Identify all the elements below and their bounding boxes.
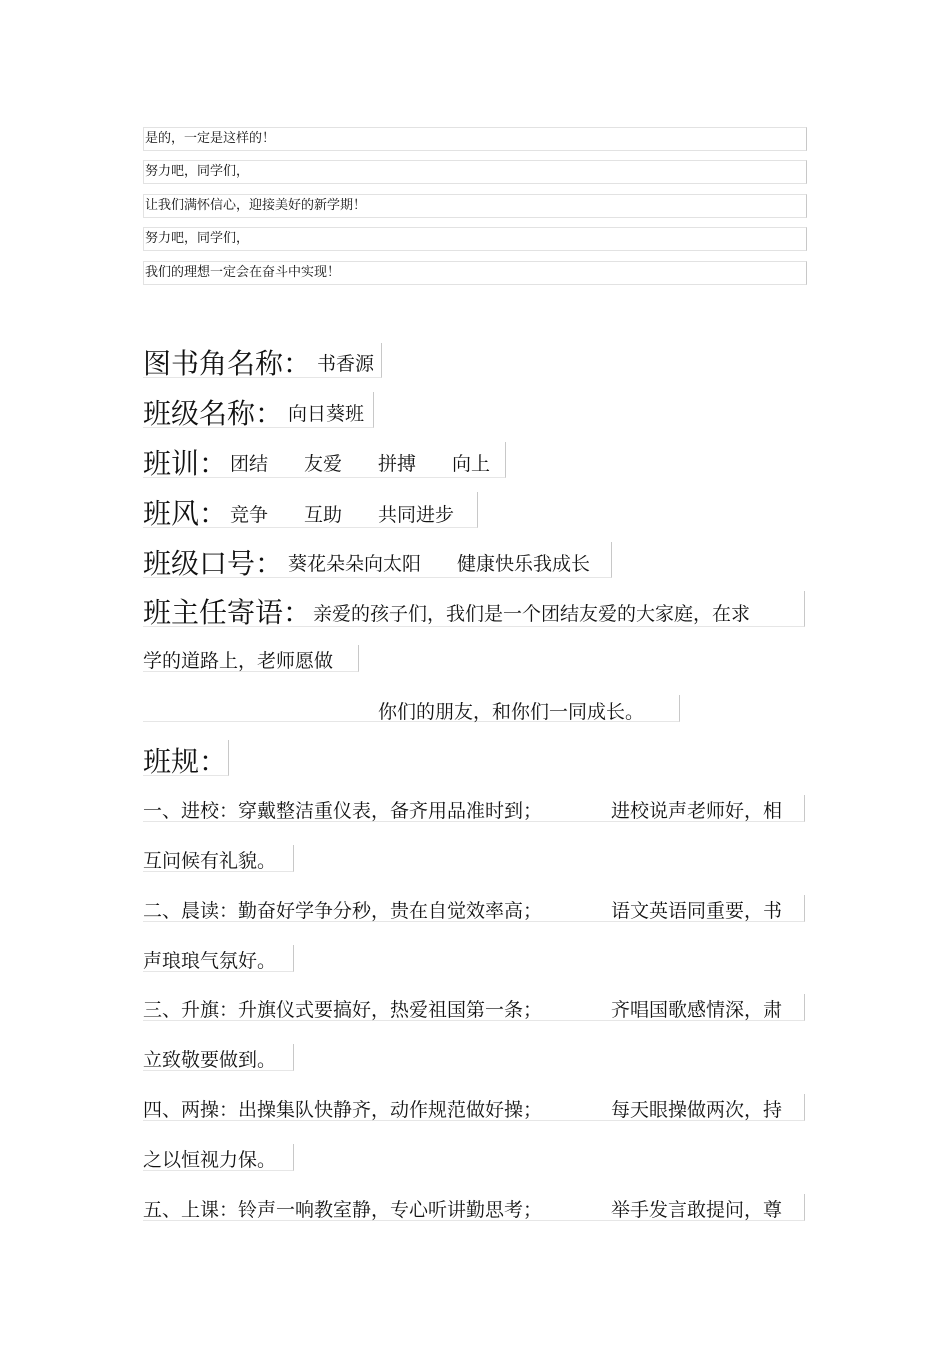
rule-1-text-a: 一、进校：穿戴整洁重仪表，备齐用品准时到； [143,800,543,822]
style-item: 互助 [304,504,343,526]
top-line-5: 我们的理想一定会在奋斗中实现！ [143,261,807,285]
top-line-1: 是的，一定是这样的！ [143,127,807,151]
slogan-item: 健康快乐我成长 [457,553,591,575]
rule-4-text-c: 之以恒视力保。 [143,1149,277,1171]
class-motto-row [143,442,506,478]
teacher-message-label: 班主任寄语： [143,596,312,629]
class-style-label: 班风： [143,497,228,530]
top-line-4: 努力吧，同学们， [143,227,807,251]
rule-1-text-c: 互问候有礼貌。 [143,850,277,872]
rule-5-text-b: 举手发言敢提问，尊 [611,1199,783,1221]
rule-2-text-c: 声琅琅气氛好。 [143,950,277,972]
rule-2-text-a: 二、晨读：勤奋好学争分秒，贵在自觉效率高； [143,900,543,922]
slogan-item: 葵花朵朵向太阳 [288,553,422,575]
teacher-message-line2: 学的道路上，老师愿做 [143,650,334,672]
rule-2-line-a [143,895,805,922]
class-rules-header [143,740,229,776]
class-style-row [143,492,478,528]
class-rules-label: 班规： [143,745,228,778]
class-name-value: 向日葵班 [288,403,365,425]
rule-2-line-c [143,945,294,972]
rule-5-text-a: 五、上课：铃声一响教室静，专心听讲勤思考； [143,1199,543,1221]
rule-4-text-b: 每天眼操做两次，持 [611,1099,783,1121]
motto-item: 团结 [230,453,269,475]
rule-4-text-a: 四、两操：出操集队快静齐，动作规范做好操； [143,1099,543,1121]
class-slogan-row [143,542,612,578]
rule-3-text-a: 三、升旗：升旗仪式要搞好，热爱祖国第一条； [143,999,543,1021]
rule-4-line-c [143,1144,294,1171]
motto-item: 拼搏 [378,453,417,475]
class-slogan-values [288,549,590,576]
rule-3-text-b: 齐唱国歌感情深，肃 [611,999,783,1021]
rule-3-line-c [143,1044,294,1071]
rule-1-line-c [143,845,294,872]
motto-item: 友爱 [304,453,343,475]
style-item: 共同进步 [378,504,455,526]
teacher-message-row [143,591,805,627]
class-name-row [143,392,374,428]
teacher-message-line2-box [143,645,359,672]
top-line-3: 让我们满怀信心，迎接美好的新学期！ [143,194,807,218]
reading-corner-row [143,343,382,378]
rule-1-text-b: 进校说声老师好，相 [611,800,783,822]
teacher-message-line3-box [143,695,680,722]
reading-corner-value: 书香源 [317,353,375,375]
style-item: 竞争 [230,504,269,526]
class-name-label: 班级名称： [143,397,284,430]
teacher-message-line1: 亲爱的孩子们，我们是一个团结友爱的大家庭，在求 [313,603,751,625]
class-slogan-label: 班级口号： [143,547,284,580]
rule-2-text-b: 语文英语同重要，书 [611,900,783,922]
top-line-2: 努力吧，同学们， [143,160,807,184]
class-motto-values [230,449,490,476]
teacher-message-line3: 你们的朋友，和你们一同成长。 [378,701,645,723]
rule-3-line-a [143,994,805,1021]
reading-corner-label: 图书角名称： [143,347,312,380]
rule-5-line-a [143,1194,805,1221]
class-motto-label: 班训： [143,447,228,480]
rule-1-line-a [143,795,805,822]
rule-4-line-a [143,1094,805,1121]
motto-item: 向上 [452,453,491,475]
class-style-values [230,500,454,527]
rule-3-text-c: 立致敬要做到。 [143,1049,277,1071]
